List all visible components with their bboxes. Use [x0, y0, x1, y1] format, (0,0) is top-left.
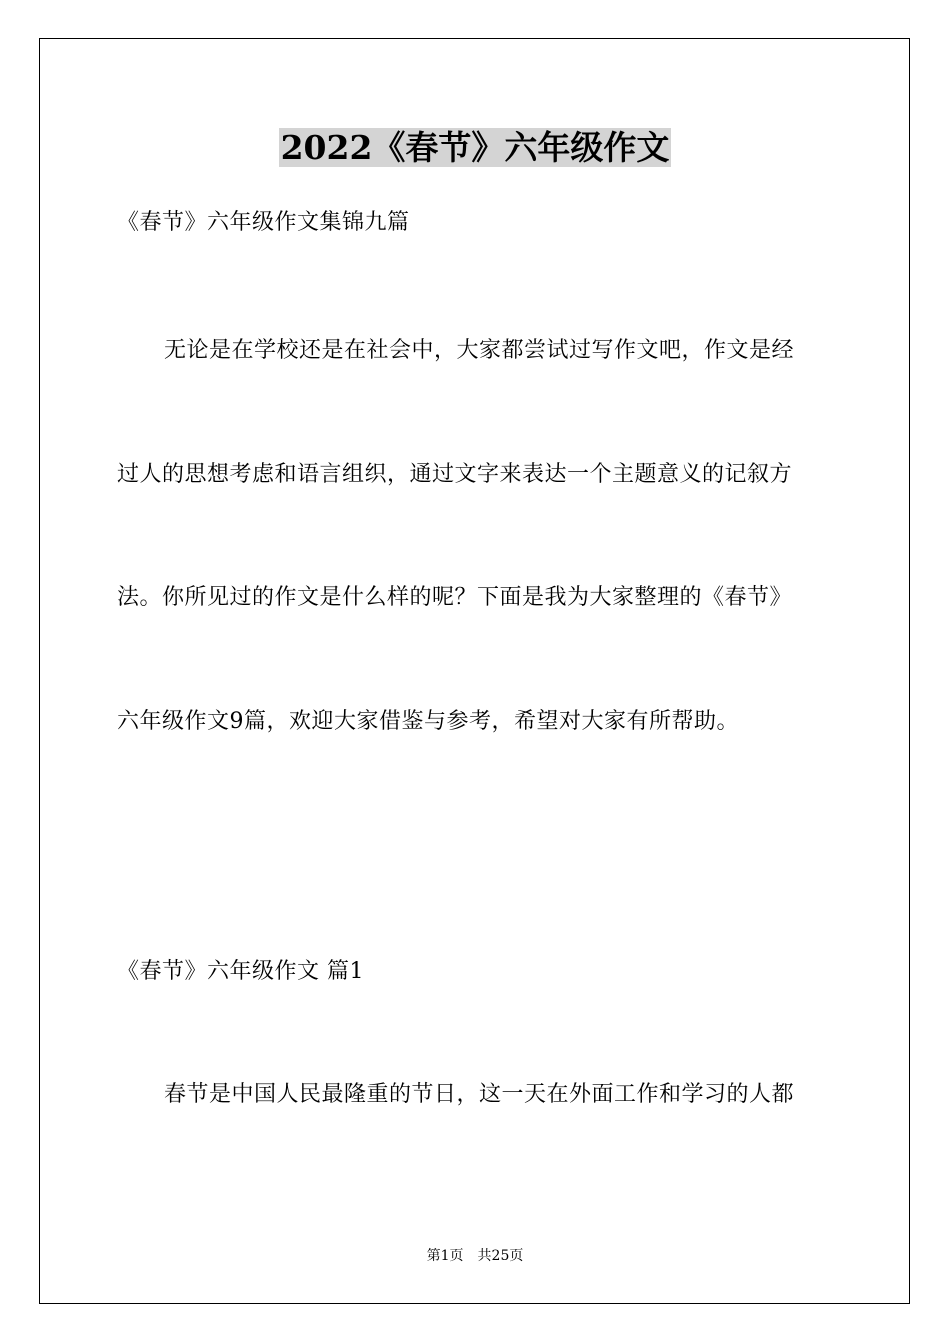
page-number-current: 第1页: [426, 1248, 464, 1264]
section-heading: 《春节》六年级作文 篇1: [117, 959, 364, 984]
paragraph-line: 无论是在学校还是在社会中，大家都尝试过写作文吧，作文是经: [164, 338, 795, 363]
paragraph-line: 六年级作文9篇，欢迎大家借鉴与参考，希望对大家有所帮助。: [117, 709, 739, 734]
page-number-total: 共25页: [477, 1248, 524, 1264]
paragraph-line: 过人的思想考虑和语言组织，通过文字来表达一个主题意义的记叙方: [117, 462, 793, 487]
paragraph-line: 法。你所见过的作文是什么样的呢？下面是我为大家整理的《春节》: [117, 585, 793, 610]
page-footer: [0, 1247, 950, 1265]
document-title: [0, 126, 950, 170]
document-subtitle: 《春节》六年级作文集锦九篇: [117, 210, 410, 235]
document-title-text: 2022《春节》六年级作文: [280, 128, 670, 167]
paragraph-line: 春节是中国人民最隆重的节日，这一天在外面工作和学习的人都: [164, 1082, 795, 1107]
